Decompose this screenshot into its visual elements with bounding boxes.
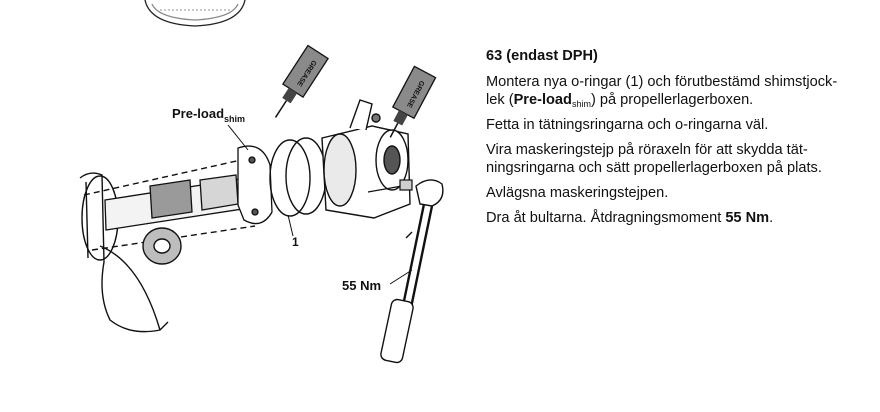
instruction-paragraph-remove-tape: Avlägsna maskeringstejpen. [486, 185, 669, 201]
part-number-label: 1 [292, 235, 299, 249]
instruction-paragraph-oring [486, 73, 866, 109]
p1-line1: Montera nya o-ringar (1) och förutbestämd shimstjock- [486, 74, 838, 90]
preload-bold: Pre-load [513, 92, 572, 108]
torque-label: 55 Nm [342, 278, 382, 293]
grease-tube-text: GREASE [405, 79, 426, 109]
preload-shim-label: Pre-load$_{shim}$ [172, 106, 246, 124]
p3-line2: ningsringarna och sätt propellerlagerboxen på plats. [486, 160, 822, 176]
torque-value-bold: 55 Nm [725, 210, 770, 226]
top-partial-component [145, 0, 245, 26]
p5-end: . [769, 210, 774, 226]
instruction-paragraph-tape [486, 141, 866, 177]
o-rings [270, 138, 326, 216]
step-title: 63 (endast DPH) [486, 48, 598, 64]
instruction-paragraph-grease: Fetta in tätningsringarna och o-ringarna väl. [486, 117, 769, 133]
p5-start: Dra åt bultarna. Åtdragningsmoment [486, 210, 726, 226]
preload-shim [238, 146, 272, 224]
instruction-text [486, 47, 866, 234]
shaft-nut [143, 228, 181, 264]
grease-tube-text: GREASE [295, 58, 318, 88]
grease-tube-left [265, 45, 328, 123]
p3-line1: Vira maskeringstejp på röraxeln för att skydda tät- [486, 142, 808, 158]
p1-line2-end: ) på propellerlagerboxen. [590, 92, 754, 108]
instruction-paragraph-torque [486, 209, 866, 227]
p1-line2-start: lek ( [486, 92, 514, 108]
preload-subscript: shim [571, 99, 591, 109]
